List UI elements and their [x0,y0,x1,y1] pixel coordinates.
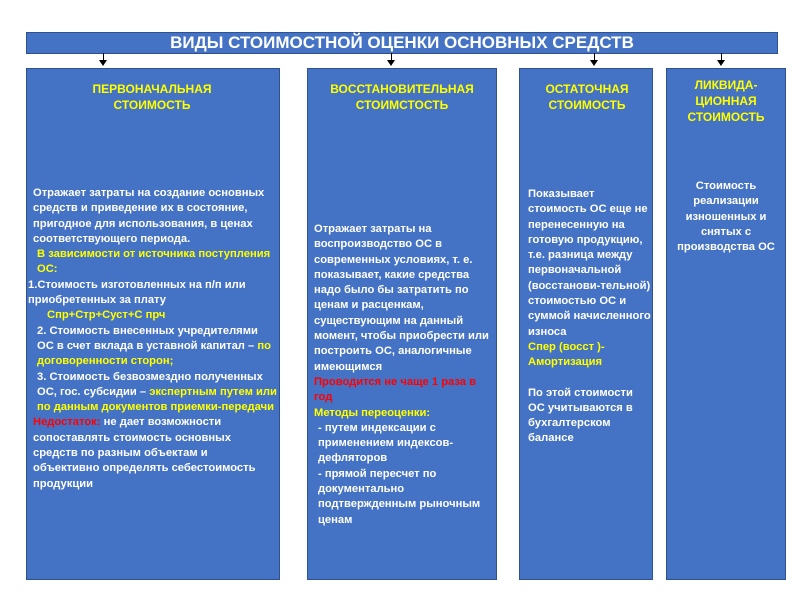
column-liquidation-cost-body [673,179,779,255]
column-replacement-cost-body [314,222,496,528]
initial-cost-item-1: 1.Стоимость изготовленных на п/п или приобретенных за плату [28,278,246,307]
column-residual-cost-title: ОСТАТОЧНАЯ СТОИМОСТЬ [545,82,629,112]
initial-cost-item-3-text: 3. Стоимость безвозмездно полученных ОС, гос. субсидии – [37,370,263,398]
initial-cost-item-1-formula: Спр+Стр+Суст+С прч [47,309,166,322]
residual-cost-description: Показывает стоимость ОС еще не перенесенную на готовую продукцию, т.е. разница между первоначальной (восстанови-тельной) стоимостью ОС и суммой начисленного износа [528,188,651,338]
initial-cost-item-2-text: 2. Стоимость внесенных учредителями ОС в счет вклада в уставной капитал – [37,324,258,352]
initial-cost-drawback-label: Недостаток: [33,416,101,429]
initial-cost-drawback [33,415,277,491]
replacement-cost-methods-heading: Методы переоценки: [314,406,431,419]
arrow-2-icon [387,60,395,66]
liquidation-cost-description: Стоимость реализации изношенных и снятых с производства ОС [677,180,775,254]
residual-cost-balance-note: По этой стоимости ОС учитываются в бухгалтерском балансе [528,386,633,445]
arrow-1-icon [99,60,107,66]
replacement-cost-frequency: Проводится не чаще 1 раза в год [314,375,477,404]
initial-cost-source-heading: В зависимости от источника поступления ОС: [37,248,271,276]
column-initial-cost-body [28,186,277,492]
initial-cost-item-3-method: экспертным путем или по данным документов приемки-передачи [37,385,277,414]
initial-cost-description: Отражает затраты на создание основных средств и приведение их в состояние, пригодное для использования, в ценах соответствующего периода. [33,187,265,245]
column-residual-cost [519,68,653,580]
replacement-cost-description: Отражает затраты на воспроизводство ОС в современных условиях, т. е. показывает, какие средства надо было бы затратить по ценам и расценкам, существующим на данный момент, чтобы приобрести или построить ОС, аналогичные имеющимся [314,223,489,373]
column-replacement-cost [307,68,497,580]
replacement-cost-method-2: - прямой пересчет по документально подтвержденным рыночным ценам [318,467,481,526]
initial-cost-item-2 [33,324,277,370]
arrow-4-icon [717,60,725,66]
column-initial-cost [26,68,280,580]
column-replacement-cost-title: ВОССТАНОВИТЕЛЬНАЯ СТОИМСТОСТЬ [330,82,474,112]
initial-cost-drawback-text: не дает возможности сопоставлять стоимость основных средств по разным объектам и объективно определять себестоимость продукции [33,416,256,490]
column-liquidation-cost-title: ЛИКВИДА-ЦИОННАЯ СТОИМОСТЬ [687,78,765,124]
diagram-title: ВИДЫ СТОИМОСТНОЙ ОЦЕНКИ ОСНОВНЫХ СРЕДСТВ [26,32,778,54]
residual-cost-formula: Спер (восст )- Амортизация [528,340,605,369]
arrow-3-icon [590,60,598,66]
initial-cost-item-3 [33,370,277,416]
column-initial-cost-title: ПЕРВОНАЧАЛЬНАЯ СТОИМОСТЬ [92,82,212,112]
replacement-cost-method-1: - путем индексации с применением индексов-дефляторов [318,421,454,465]
column-residual-cost-body [528,187,652,447]
initial-cost-item-2-method: по договоренности сторон; [37,339,271,368]
column-liquidation-cost [666,68,786,580]
